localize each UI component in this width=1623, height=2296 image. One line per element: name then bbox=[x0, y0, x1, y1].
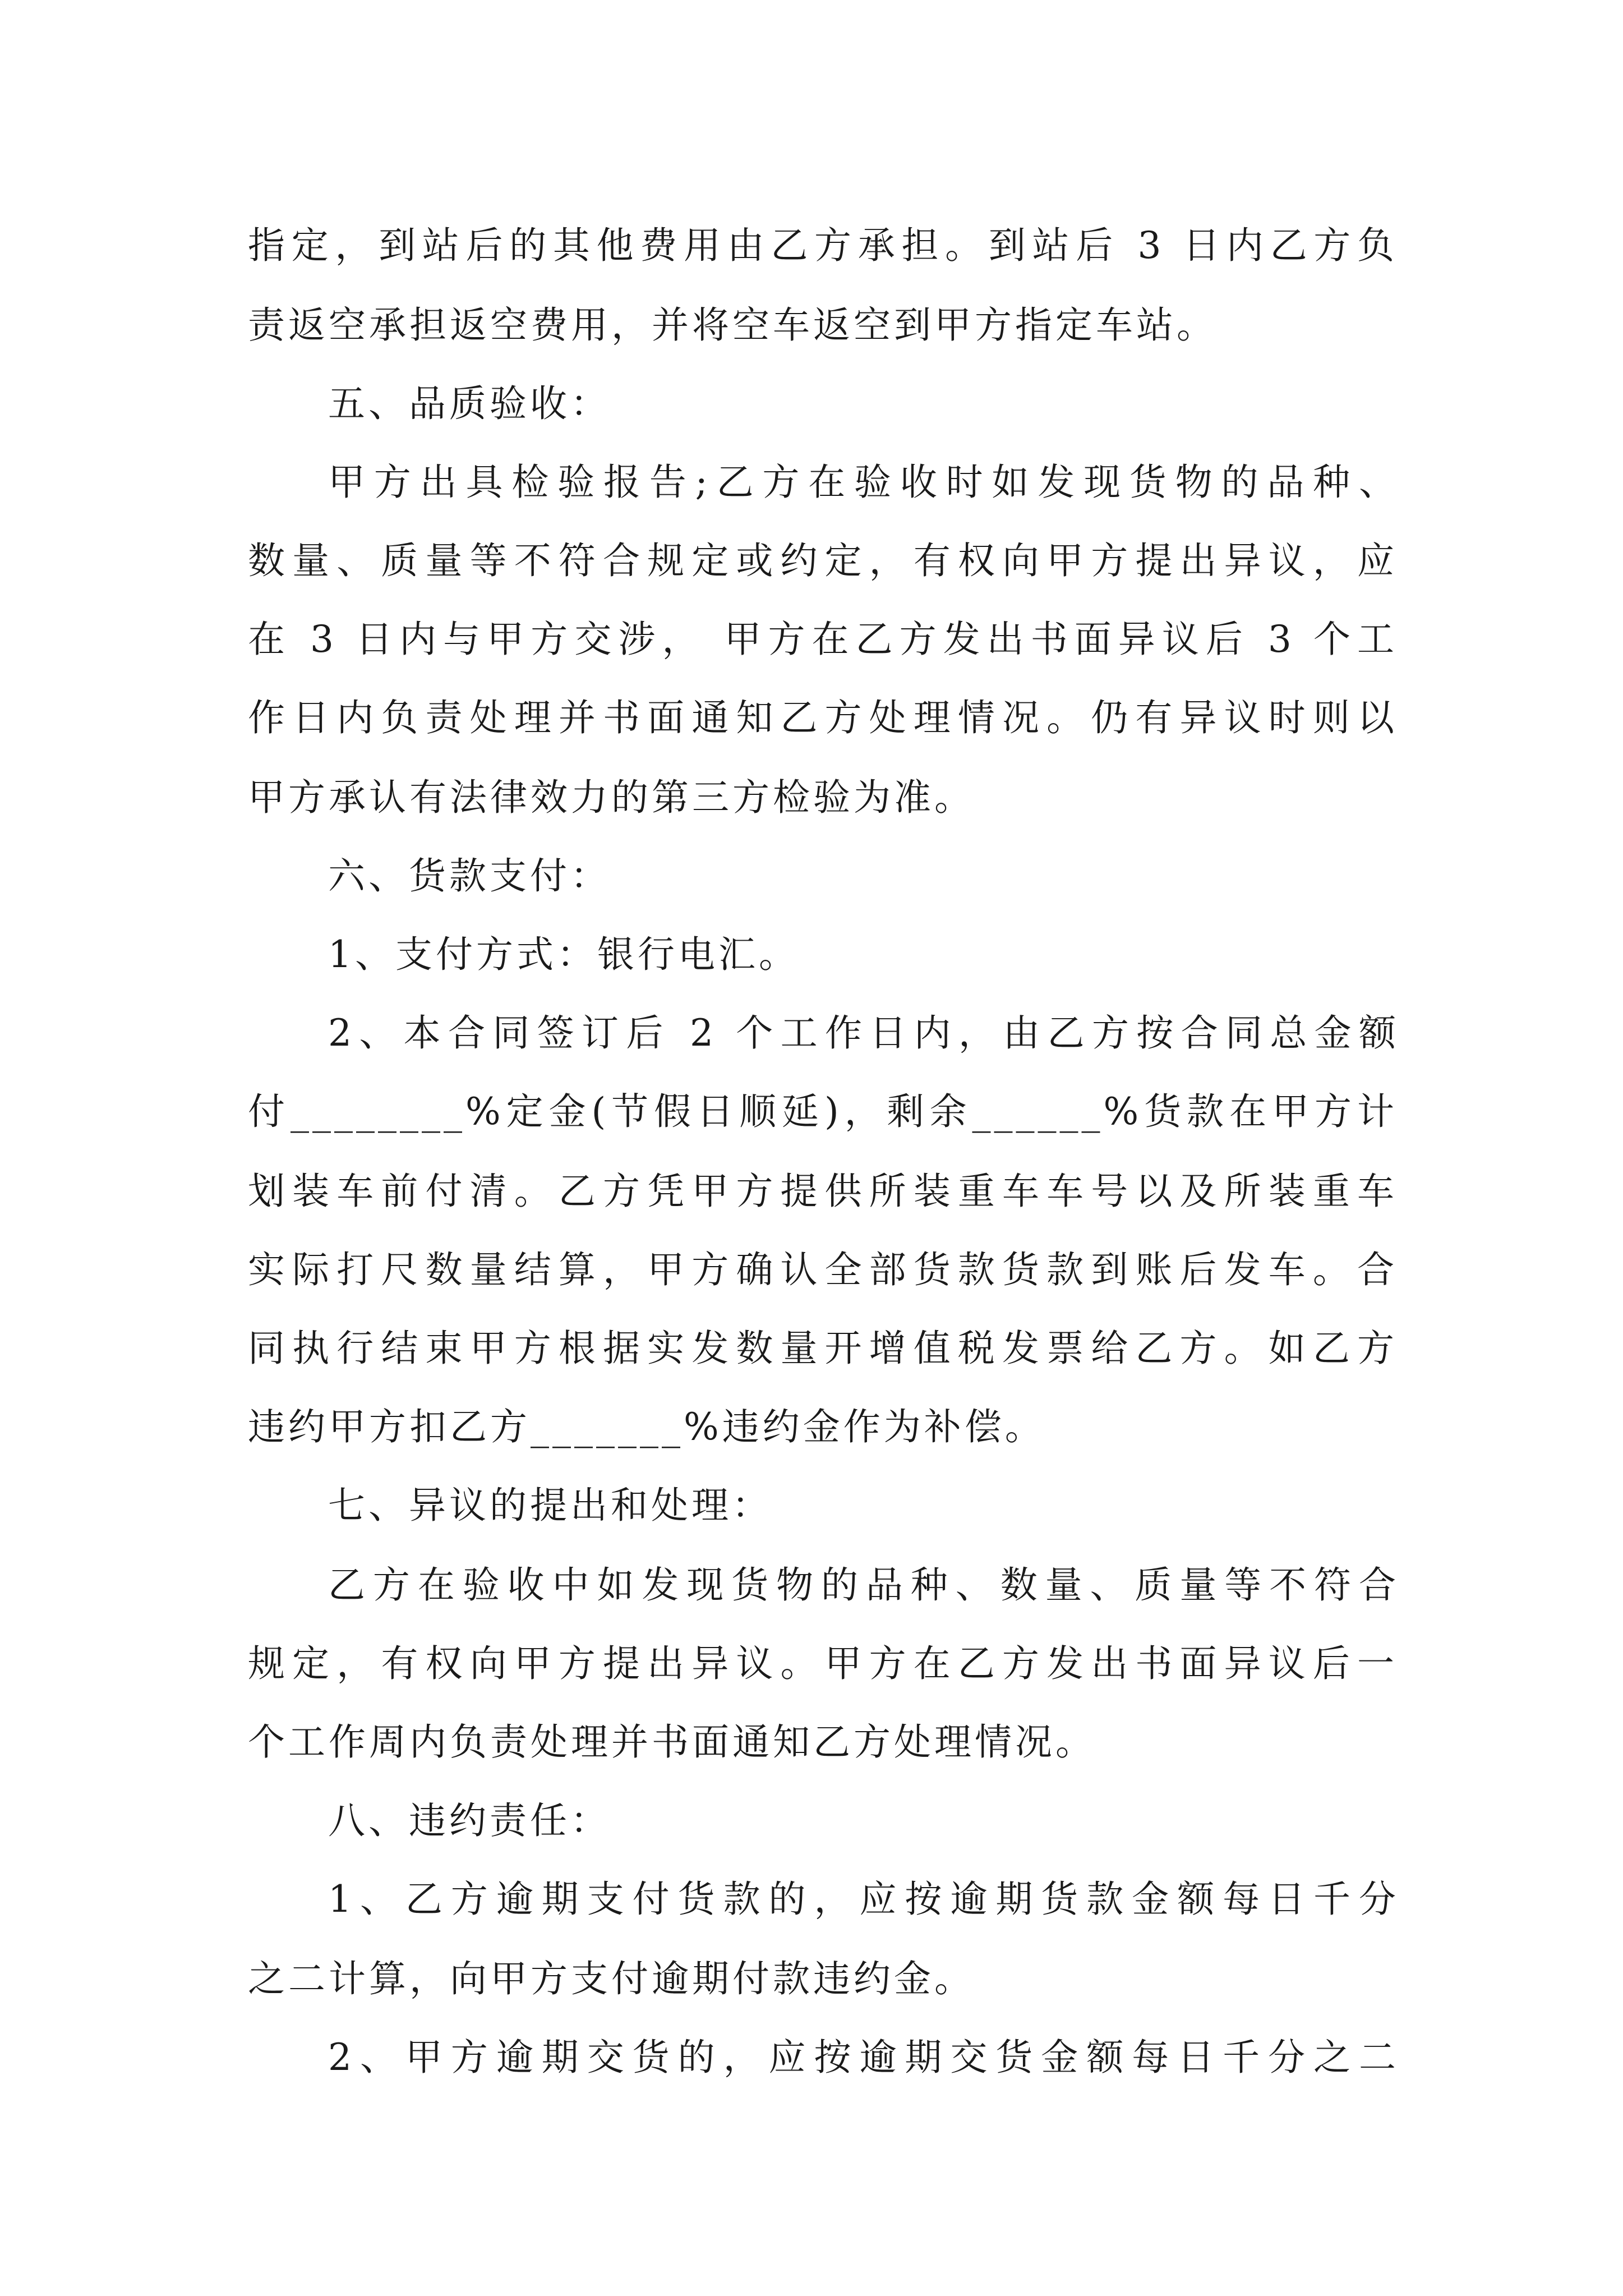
paragraph-line: 1、乙方逾期支付货款的，应按逾期货款金额每日千分 bbox=[328, 1878, 1399, 1921]
paragraph-line: 在 3 日内与甲方交涉， 甲方在乙方发出书面异议后 3 个工 bbox=[248, 618, 1398, 661]
paragraph-line: 违约甲方扣乙方_______%违约金作为补偿。 bbox=[248, 1405, 1045, 1448]
section-heading: 五、品质验收： bbox=[328, 382, 611, 425]
paragraph-line: 数量、质量等不符合规定或约定，有权向甲方提出异议，应 bbox=[248, 539, 1398, 582]
paragraph-line: 付________%定金(节假日顺延)，剩余______%货款在甲方计 bbox=[248, 1090, 1398, 1133]
paragraph-line: 甲方出具检验报告;乙方在验收时如发现货物的品种、 bbox=[328, 461, 1399, 504]
paragraph-line: 指定，到站后的其他费用由乙方承担。到站后 3 日内乙方负 bbox=[248, 224, 1398, 267]
paragraph-line: 实际打尺数量结算，甲方确认全部货款货款到账后发车。合 bbox=[248, 1248, 1398, 1291]
paragraph-line: 甲方承认有法律效力的第三方检验为准。 bbox=[248, 776, 975, 819]
paragraph-line: 同执行结束甲方根据实发数量开增值税发票给乙方。如乙方 bbox=[248, 1327, 1398, 1370]
paragraph-line: 1、支付方式：银行电汇。 bbox=[328, 933, 799, 976]
paragraph-line: 乙方在验收中如发现货物的品种、数量、质量等不符合 bbox=[328, 1563, 1399, 1607]
paragraph-line: 2、本合同签订后 2 个工作日内，由乙方按合同总金额 bbox=[328, 1011, 1399, 1055]
paragraph-line: 规定，有权向甲方提出异议。甲方在乙方发出书面异议后一 bbox=[248, 1642, 1398, 1685]
paragraph-line: 之二计算，向甲方支付逾期付款违约金。 bbox=[248, 1957, 975, 2000]
paragraph-line: 责返空承担返空费用，并将空车返空到甲方指定车站。 bbox=[248, 303, 1217, 347]
section-heading: 六、货款支付： bbox=[328, 854, 611, 898]
paragraph-line: 个工作周内负责处理并书面通知乙方处理情况。 bbox=[248, 1720, 1096, 1764]
paragraph-line: 划装车前付清。乙方凭甲方提供所装重车车号以及所装重车 bbox=[248, 1170, 1398, 1213]
section-heading: 七、异议的提出和处理： bbox=[328, 1484, 772, 1527]
section-heading: 八、违约责任： bbox=[328, 1799, 611, 1842]
paragraph-line: 作日内负责处理并书面通知乙方处理情况。仍有异议时则以 bbox=[248, 696, 1398, 739]
paragraph-line: 2、甲方逾期交货的，应按逾期交货金额每日千分之二 bbox=[328, 2036, 1399, 2079]
